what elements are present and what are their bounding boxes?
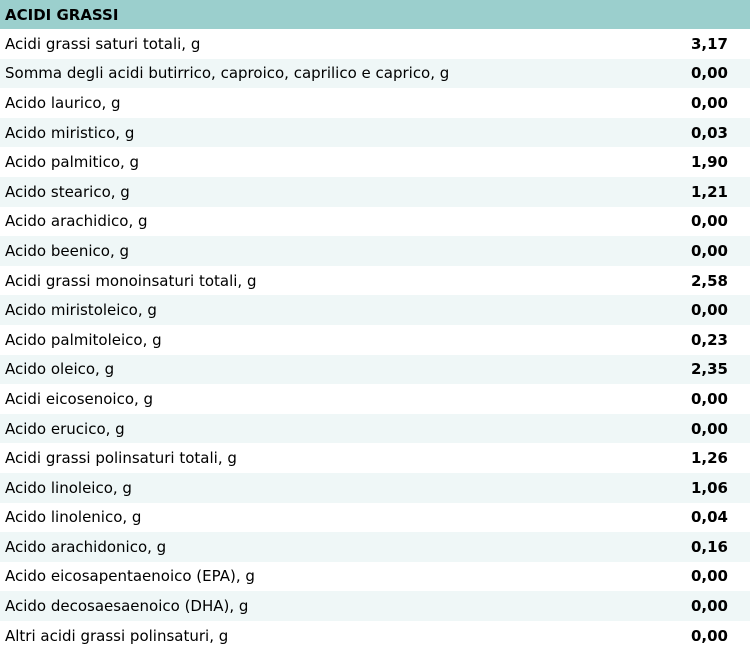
table-row xyxy=(0,325,750,355)
table-row xyxy=(0,591,750,621)
nutrient-name: Acido arachidico, g xyxy=(0,207,608,237)
nutrient-name: Acido linoleico, g xyxy=(0,473,608,503)
table-row xyxy=(0,532,750,562)
table-row xyxy=(0,384,750,414)
nutrient-value: 0,00 xyxy=(608,621,750,650)
nutrient-value: 0,00 xyxy=(608,562,750,592)
nutrient-value: 0,00 xyxy=(608,384,750,414)
table-row xyxy=(0,59,750,89)
nutrient-value: 0,00 xyxy=(608,88,750,118)
table-row xyxy=(0,355,750,385)
nutrient-name: Acido decosaesaenoico (DHA), g xyxy=(0,591,608,621)
nutrient-value: 2,58 xyxy=(608,266,750,296)
table-row xyxy=(0,207,750,237)
nutrient-name: Acido palmitoleico, g xyxy=(0,325,608,355)
nutrient-name: Acidi grassi saturi totali, g xyxy=(0,29,608,59)
nutrient-value: 0,00 xyxy=(608,414,750,444)
nutrient-name: Altri acidi grassi polinsaturi, g xyxy=(0,621,608,650)
table-row xyxy=(0,562,750,592)
table-row xyxy=(0,236,750,266)
table-body xyxy=(0,29,750,650)
nutrient-value: 0,00 xyxy=(608,236,750,266)
table-header-row xyxy=(0,0,750,29)
nutrient-name: Acido beenico, g xyxy=(0,236,608,266)
nutrient-name: Acidi grassi polinsaturi totali, g xyxy=(0,443,608,473)
nutrient-value: 1,06 xyxy=(608,473,750,503)
table-row xyxy=(0,503,750,533)
table-row xyxy=(0,177,750,207)
nutrient-value: 0,00 xyxy=(608,207,750,237)
nutrient-name: Acido stearico, g xyxy=(0,177,608,207)
nutrient-name: Acido miristoleico, g xyxy=(0,295,608,325)
nutrient-name: Acidi grassi monoinsaturi totali, g xyxy=(0,266,608,296)
table-row xyxy=(0,621,750,650)
nutrient-name: Acido laurico, g xyxy=(0,88,608,118)
nutrient-value: 0,23 xyxy=(608,325,750,355)
table-row xyxy=(0,147,750,177)
nutrient-name: Somma degli acidi butirrico, caproico, caprilico e caprico, g xyxy=(0,59,608,89)
nutrient-value: 1,90 xyxy=(608,147,750,177)
nutrient-name: Acido linolenico, g xyxy=(0,503,608,533)
table-row xyxy=(0,29,750,59)
nutrient-value: 0,16 xyxy=(608,532,750,562)
nutrient-name: Acido arachidonico, g xyxy=(0,532,608,562)
table-row xyxy=(0,443,750,473)
nutrient-value: 1,21 xyxy=(608,177,750,207)
nutrient-value: 2,35 xyxy=(608,355,750,385)
table-row xyxy=(0,414,750,444)
nutrient-value: 3,17 xyxy=(608,29,750,59)
nutrient-name: Acido oleico, g xyxy=(0,355,608,385)
table-row xyxy=(0,266,750,296)
nutrient-value: 0,03 xyxy=(608,118,750,148)
nutrient-value: 0,00 xyxy=(608,591,750,621)
nutrient-value: 0,00 xyxy=(608,295,750,325)
nutrient-name: Acidi eicosenoico, g xyxy=(0,384,608,414)
nutrient-value: 0,00 xyxy=(608,59,750,89)
table-row xyxy=(0,88,750,118)
table-row xyxy=(0,473,750,503)
nutrient-value: 1,26 xyxy=(608,443,750,473)
nutrient-name: Acido miristico, g xyxy=(0,118,608,148)
nutrient-name: Acido erucico, g xyxy=(0,414,608,444)
section-title: ACIDI GRASSI xyxy=(0,0,750,29)
nutrient-value: 0,04 xyxy=(608,503,750,533)
table-row xyxy=(0,118,750,148)
nutrient-name: Acido palmitico, g xyxy=(0,147,608,177)
table-row xyxy=(0,295,750,325)
nutrient-name: Acido eicosapentaenoico (EPA), g xyxy=(0,562,608,592)
